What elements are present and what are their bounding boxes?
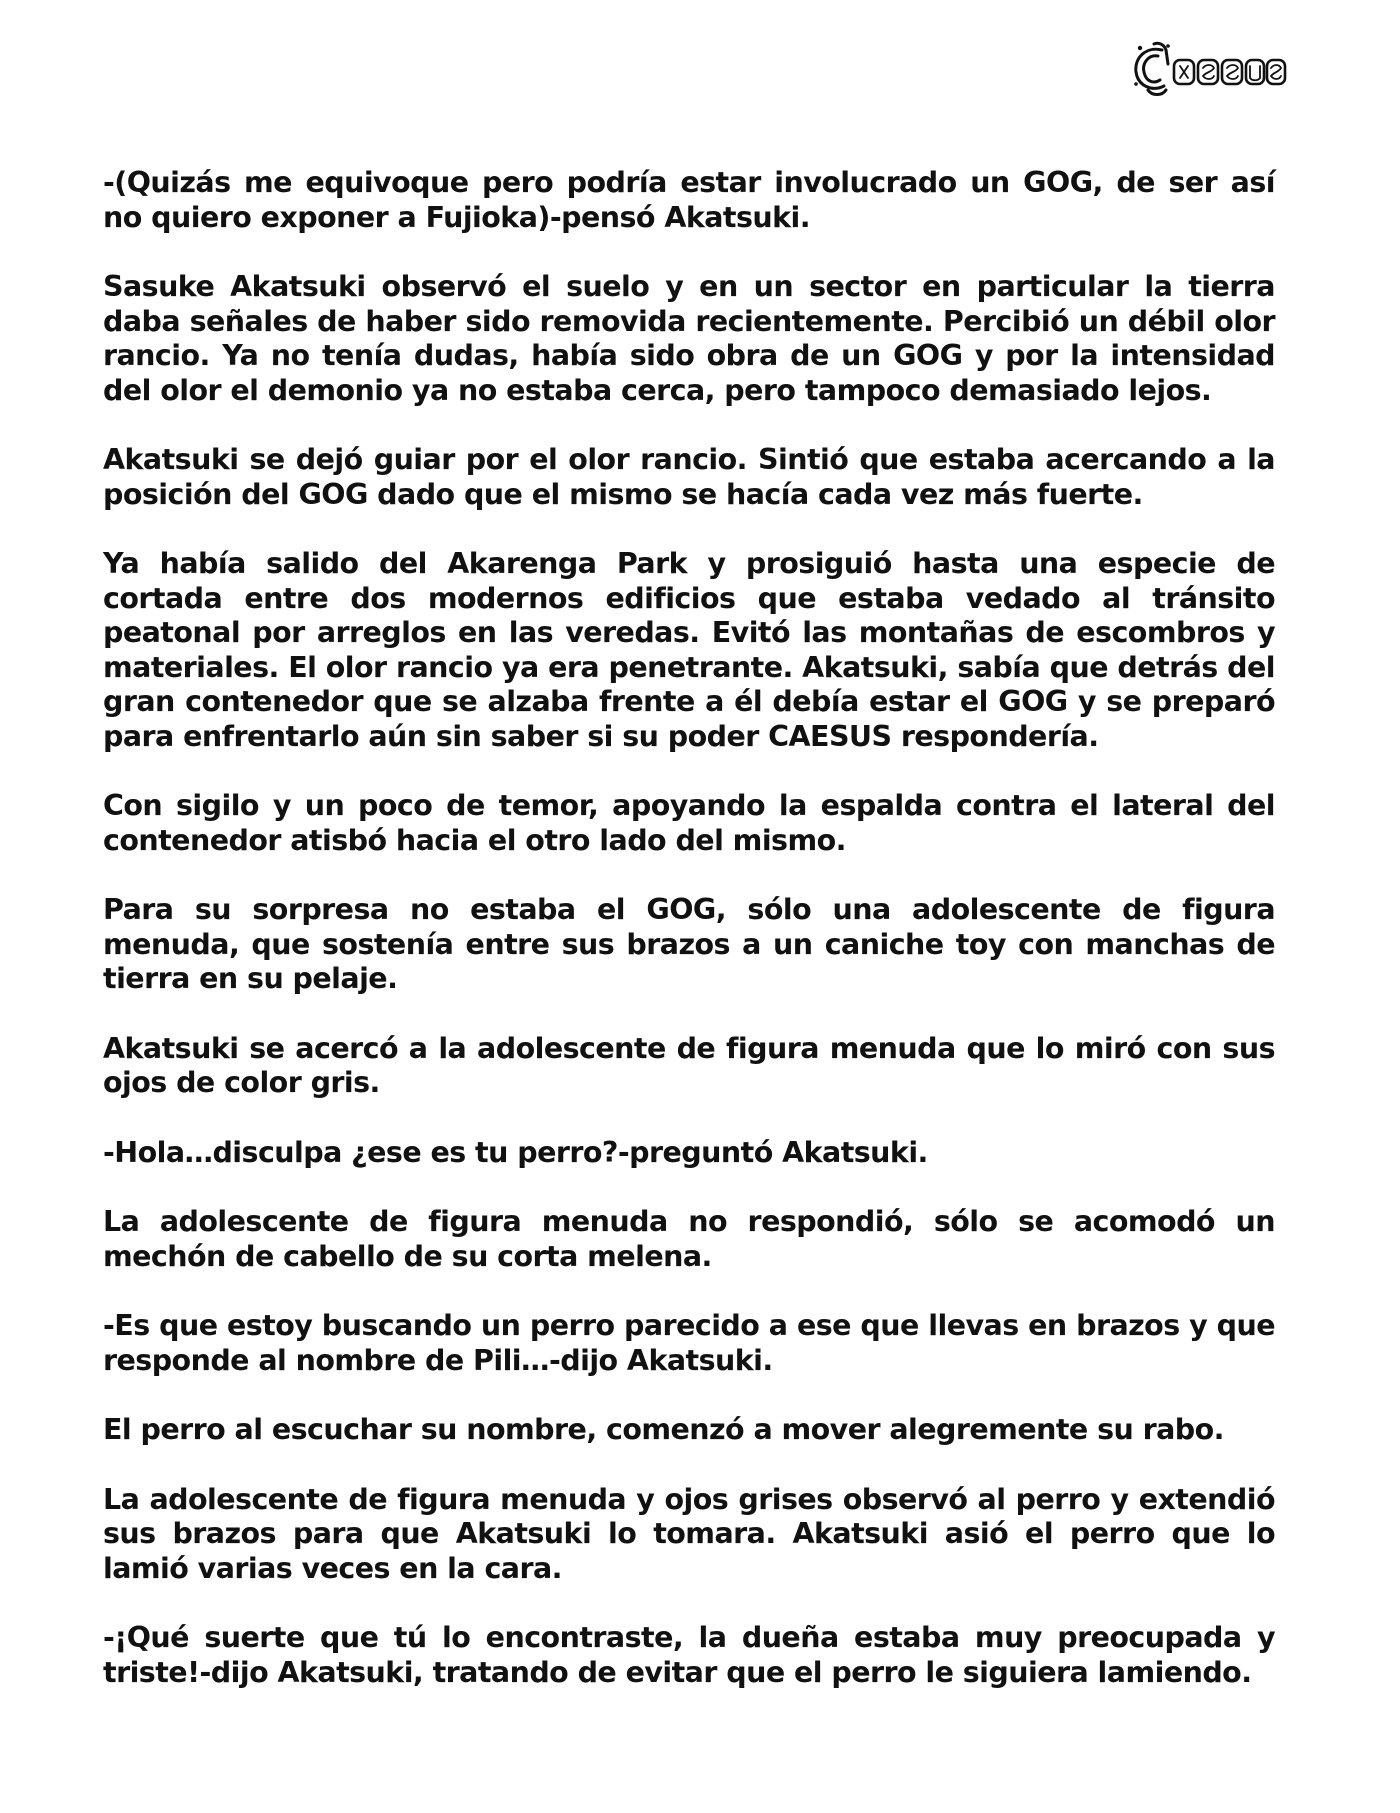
paragraph: Akatsuki se dejó guiar por el olor rancio. Sintió que estaba acercando a la posición del GOG dado que el mismo se hacía cada vez más fuerte. xyxy=(103,443,1275,511)
paragraph: -Es que estoy buscando un perro parecido a ese que llevas en brazos y que responde al nombre de Pili…-dijo Akatsuki. xyxy=(103,1309,1275,1377)
paragraph: -(Quizás me equivoque pero podría estar involucrado un GOG, de ser así no quiero exponer a Fujioka)-pensó Akatsuki. xyxy=(103,166,1275,234)
paragraph: Akatsuki se acercó a la adolescente de figura menuda que lo miró con sus ojos de color gris. xyxy=(103,1031,1275,1099)
paragraph: La adolescente de figura menuda y ojos grises observó al perro y extendió sus brazos para que Akatsuki lo tomara. Akatsuki asió el perro que lo lamió varias veces en la cara. xyxy=(103,1482,1275,1585)
caesus-gothic-logo-icon xyxy=(1128,40,1288,98)
caesus-logo xyxy=(1128,40,1288,98)
paragraph: -Hola…disculpa ¿ese es tu perro?-preguntó Akatsuki. xyxy=(103,1135,928,1169)
paragraph: Ya había salido del Akarenga Park y prosiguió hasta una especie de cortada entre dos modernos edificios que estaba vedado al tránsito peatonal por arreglos en las veredas. Evitó las montañas de escombros y materiales. El olor rancio ya era penetrante. Akatsuki, sabía que detrás del gran contenedor que se alzaba frente a él debía estar el GOG y se preparó para enfrentarlo aún sin saber si su poder CAESUS respondería. xyxy=(103,547,1275,753)
paragraph: -¡Qué suerte que tú lo encontraste, la dueña estaba muy preocupada y triste!-dijo Akatsuki, tratando de evitar que el perro le siguiera lamiendo. xyxy=(103,1621,1275,1689)
paragraph: Sasuke Akatsuki observó el suelo y en un sector en particular la tierra daba señales de haber sido removida recientemente. Percibió un débil olor rancio. Ya no tenía dudas, había sido obra de un GOG y por la intensidad del olor el demonio ya no estaba cerca, pero tampoco demasiado lejos. xyxy=(103,270,1275,407)
paragraph: El perro al escuchar su nombre, comenzó a mover alegremente su rabo. xyxy=(103,1413,1224,1446)
story-text xyxy=(103,166,1275,1725)
paragraph: La adolescente de figura menuda no respondió, sólo se acomodó un mechón de cabello de su corta melena. xyxy=(103,1205,1275,1273)
paragraph: Para su sorpresa no estaba el GOG, sólo una adolescente de figura menuda, que sostenía entre sus brazos a un caniche toy con manchas de tierra en su pelaje. xyxy=(103,893,1275,995)
paragraph: Con sigilo y un poco de temor, apoyando la espalda contra el lateral del contenedor atisbó hacia el otro lado del mismo. xyxy=(103,789,1275,857)
